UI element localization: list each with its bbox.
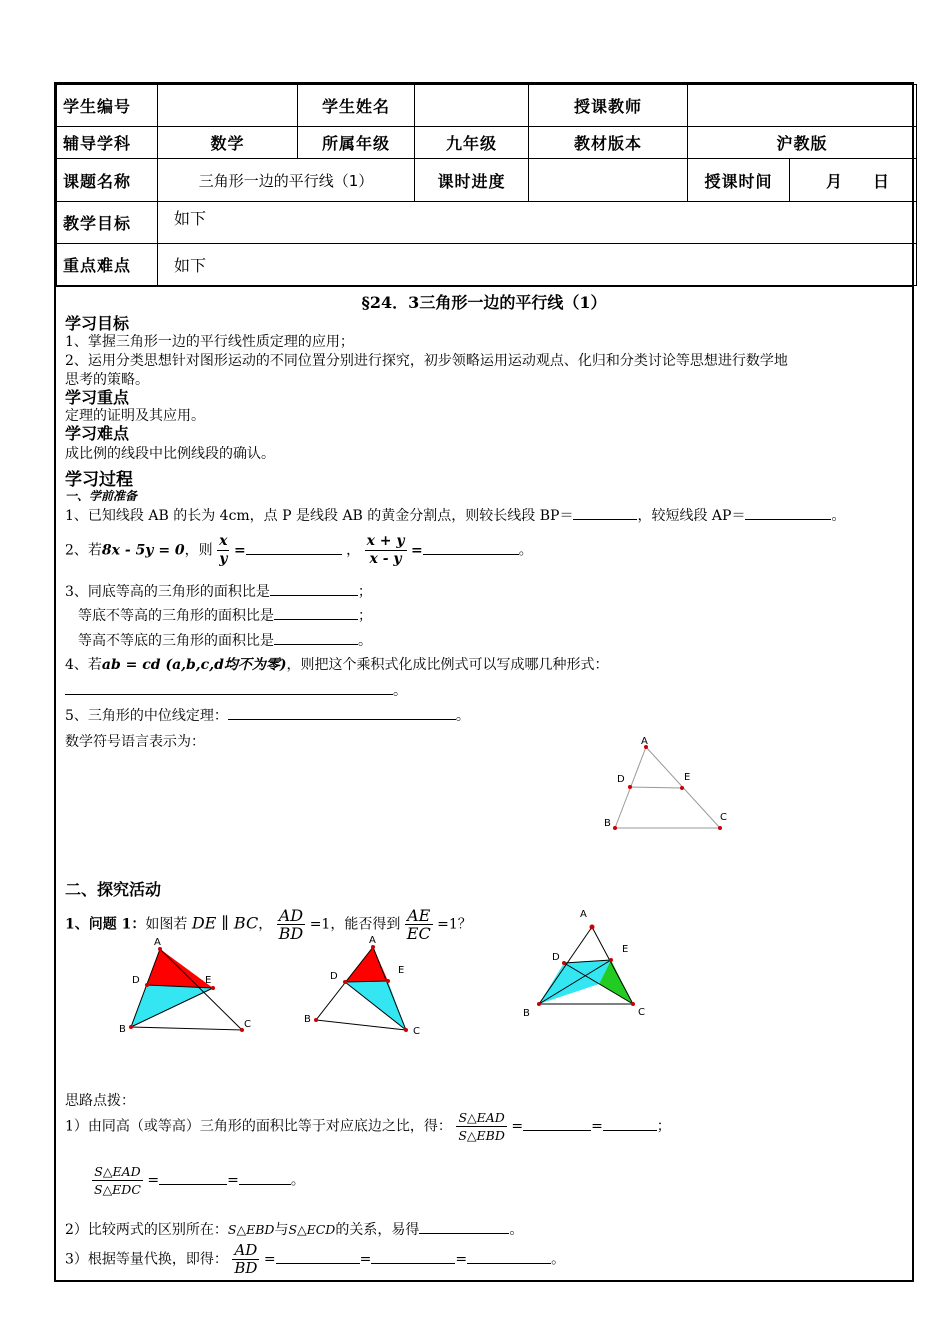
h2-s1: S△EBD [227,1222,275,1237]
p1-frac2-den: EC [406,924,431,943]
h1-frac-num: S△EAD [456,1109,507,1127]
question-3a [65,581,372,601]
h2-end: 。 [509,1222,524,1238]
question-3c [78,630,372,650]
q5-blank[interactable] [228,705,456,720]
red-triangle-ade [345,947,388,982]
question-5-symbol: 数学符号语言表示为： [65,734,205,750]
problem-1-label: 1、问题 1： [65,916,146,933]
label-c: C [638,1007,645,1018]
point-e [680,786,684,790]
q2-then: ，则 [184,542,213,559]
difficulty-heading: 学习难点 [65,424,130,443]
h1-blank-1[interactable] [523,1116,591,1131]
h3-frac-den: BD [234,1259,258,1277]
q5-text: 5、三角形的中位线定理： [65,708,228,724]
lesson-time-value[interactable] [790,159,917,202]
h3-end: 。 [551,1251,566,1268]
q3c-text: 等高不等底的三角形的面积比是 [78,633,274,649]
topic-value: 三角形一边的平行线（1） [158,159,415,202]
q3b-blank[interactable] [274,605,358,620]
point-d [628,785,632,789]
info-table [56,84,917,286]
h1b-blank-1[interactable] [159,1170,227,1185]
q3a-blank[interactable] [270,581,358,596]
label-a: A [641,737,648,747]
q4-end: 。 [393,683,407,699]
point-d [562,961,566,965]
point-d [343,980,347,984]
question-4-answer [65,680,407,700]
h3-frac-num: AD [232,1242,259,1260]
problem-1-text: 如图若 [145,916,188,933]
label-b: B [523,1008,530,1019]
h3-blank-1[interactable] [276,1249,360,1264]
h1b-eq-2: = [227,1172,239,1189]
h3-eq-2: = [359,1251,372,1268]
q2-fraction-1 [217,533,229,568]
label-c: C [413,1026,420,1037]
question-2 [65,533,533,568]
h1b-end: 。 [290,1172,305,1189]
question-3b [78,605,372,625]
q2-frac1-num: x [219,533,228,549]
grade-value: 九年级 [415,127,529,159]
h1-end: ； [656,1118,671,1135]
teaching-goal-value: 如下 [158,202,917,244]
label-b: B [304,1014,311,1025]
label-b: B [119,1024,126,1035]
focus-heading: 学习重点 [65,388,130,407]
problem-1-de-bc: DE ∥ BC [191,913,259,933]
q2-comma: ， [346,542,361,559]
q4-blank[interactable] [65,680,393,695]
h2-blank[interactable] [419,1219,509,1234]
point-e [609,958,613,962]
problem-figure-3 [516,905,666,1020]
point-c [718,826,722,830]
question-5 [65,705,470,725]
hint-1-fraction [456,1109,507,1144]
lesson-title: §24．3三角形一边的平行线（1） [361,293,607,312]
hint-2-text: 2）比较两式的区别所在： [65,1222,228,1238]
q3b-text: 等底不等高的三角形的面积比是 [78,608,274,624]
worksheet [54,82,914,1282]
point-c [404,1028,408,1032]
q3a-end: ； [357,584,372,600]
h1-eq-1: = [511,1118,524,1135]
h1-blank-2[interactable] [603,1116,657,1131]
subject-label: 辅导学科 [57,127,158,159]
h1-frac-den: S△EBD [458,1128,505,1143]
hint-3-fraction [232,1242,259,1277]
student-id-label: 学生编号 [57,85,158,127]
explore-heading: 二、探究活动 [65,880,162,899]
question-1 [65,505,845,525]
topic-label: 课题名称 [57,159,158,202]
label-d: D [552,952,560,963]
midline-triangle-figure [596,737,736,837]
teaching-goal-label: 教学目标 [57,202,158,244]
point-e [386,979,390,983]
q2-frac2-num: x + y [366,533,405,549]
label-a: A [580,909,587,920]
h3-blank-3[interactable] [467,1249,551,1264]
p1-frac1-den: BD [278,924,304,943]
student-name-value[interactable] [415,85,529,127]
q4-prefix: 4、若 [65,657,102,673]
problem-1-eq2: =1？ [437,916,472,933]
q2-frac1-den: y [219,551,228,567]
grade-label: 所属年级 [298,127,415,159]
label-a: A [154,937,161,948]
h1-eq-2: = [591,1118,603,1135]
q1-blank-2[interactable] [745,505,831,520]
label-b: B [604,818,611,829]
label-c: C [720,812,727,823]
q3c-blank[interactable] [274,630,358,645]
lesson-content [56,286,912,1277]
question-1-text: 1、已知线段 AB 的长为 4cm，点 P 是线段 AB 的黄金分割点，则较长线段 BP＝ [65,508,574,524]
q5-end: 。 [455,708,470,724]
label-d: D [132,975,140,986]
q2-fraction-2 [365,533,407,568]
goals-heading: 学习目标 [65,314,130,333]
h3-eq-1: = [263,1251,276,1268]
month-label: 月 [826,171,844,191]
point-c [631,1002,635,1006]
progress-label: 课时进度 [415,159,529,202]
q2-eq-2: = [411,542,423,559]
point-b [129,1025,133,1029]
hint-1 [65,1109,671,1144]
q2-frac2-den: x - y [369,551,402,567]
q4-equation: ab = cd (a,b,c,d均不为零) [101,657,287,673]
label-e: E [684,772,691,783]
problem-1-eq1: =1，能否得到 [309,916,401,933]
label-e: E [398,965,405,976]
problem-figure-1 [116,935,266,1045]
question-4 [65,654,609,674]
q2-prefix: 2、若 [65,542,102,559]
question-1-mid: ，较短线段 AP＝ [637,508,746,524]
focus-text: 定理的证明及其应用。 [65,408,205,424]
h2-s2: S△ECD [288,1222,336,1237]
label-a: A [369,935,376,946]
prep-heading: 一、学前准备 [65,489,138,503]
hint-1b-fraction [92,1163,143,1198]
q2-equation: 8x - 5y = 0 [101,542,185,559]
q2-end: 。 [518,542,533,559]
p1-frac2-num: AE [405,907,433,925]
point-e [211,986,215,990]
point-b [537,1002,541,1006]
hint-1-text: 1）由同高（或等高）三角形的面积比等于对应底边之比，得： [65,1118,452,1135]
subject-value: 数学 [158,127,298,159]
key-points-value: 如下 [158,244,917,286]
h1b-eq-1: = [147,1172,160,1189]
hint-3-text: 3）根据等量代换，即得： [65,1251,228,1268]
process-heading: 学习过程 [65,470,133,490]
h3-blank-2[interactable] [371,1249,455,1264]
goal-2-line-2: 思考的策略。 [65,372,149,388]
q2-blank-1[interactable] [246,540,342,555]
difficulty-text: 成比例的线段中比例线段的确认。 [65,446,275,462]
h2-with: 与 [274,1222,289,1238]
q3a-text: 3、同底等高的三角形的面积比是 [65,584,270,600]
label-c: C [244,1019,251,1030]
q2-blank-2[interactable] [423,540,519,555]
q3c-end: 。 [358,633,372,649]
hint-2 [65,1219,523,1239]
textbook-value: 沪教版 [688,127,917,159]
label-e: E [205,975,212,986]
q4-suffix: ，则把这个乘积式化成比例式可以写成哪几种形式： [286,657,609,673]
textbook-label: 教材版本 [529,127,688,159]
hint-heading: 思路点拨： [65,1093,135,1109]
teacher-label: 授课教师 [529,85,688,127]
point-b [314,1018,318,1022]
day-label: 日 [873,171,891,191]
teacher-value[interactable] [688,85,917,127]
point-a [590,925,595,930]
h1b-frac-num: S△EAD [92,1163,143,1181]
h3-eq-3: = [455,1251,468,1268]
hint-3 [65,1242,565,1277]
hint-1b [92,1163,305,1198]
h1b-blank-2[interactable] [239,1170,291,1185]
goal-2-line-1: 2、运用分类思想针对图形运动的不同位置分别进行探究，初步领略运用运动观点、化归和分类讨论等思想进行数学地 [65,353,788,369]
lesson-time-label: 授课时间 [688,159,790,202]
problem-figure-2 [301,935,441,1045]
q3b-end: ； [358,608,372,624]
q2-eq-1: = [233,542,246,559]
label-d: D [330,971,338,982]
p1-frac1-num: AD [277,907,306,925]
h1b-frac-den: S△EDC [94,1182,141,1197]
problem-1-comma: ， [258,916,273,933]
student-id-value[interactable] [158,85,298,127]
goal-1: 1、掌握三角形一边的平行线性质定理的应用； [65,334,354,350]
q1-blank-1[interactable] [573,505,637,520]
progress-value[interactable] [529,159,688,202]
label-d: D [617,774,625,785]
key-points-label: 重点难点 [57,244,158,286]
point-d [145,983,149,987]
point-b [613,826,617,830]
question-1-end: 。 [831,508,846,524]
student-name-label: 学生姓名 [298,85,415,127]
h2-rel: 的关系，易得 [335,1222,420,1238]
label-e: E [622,944,629,955]
segment-de [630,787,682,788]
